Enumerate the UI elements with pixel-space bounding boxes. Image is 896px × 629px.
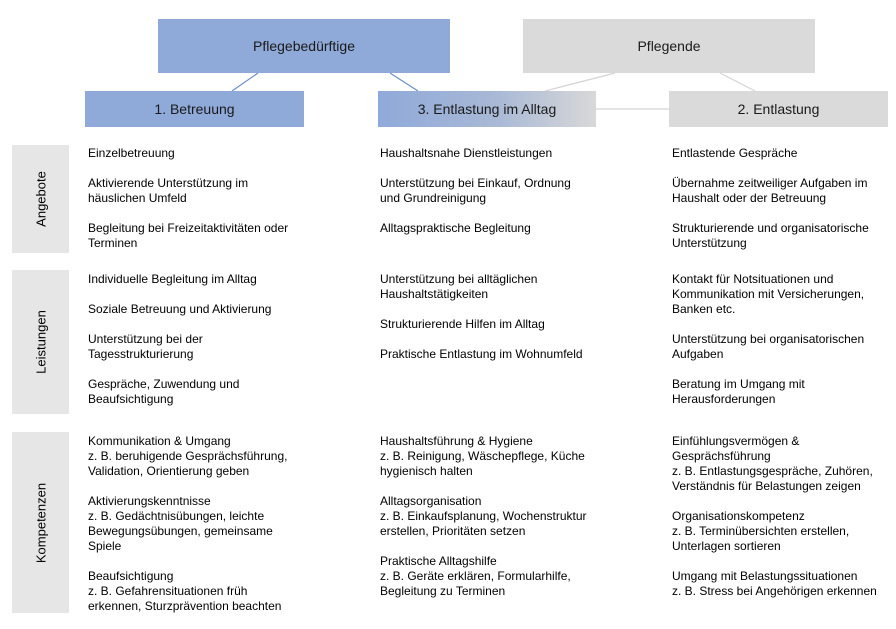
list-item: Alltagspraktische Begleitung: [380, 221, 531, 235]
cell-angebote-entlastung: [672, 146, 894, 266]
cell-kompetenzen-betreuung: [88, 434, 358, 629]
cell-leistungen-betreuung: [88, 272, 358, 422]
pflegende-box: [523, 19, 815, 73]
list-item: Haushaltsführung & Hygiene z. B. Reinigung, Wäschepflege, Küche hygienisch halten: [380, 434, 585, 478]
pflegebeduerftige-box: [158, 19, 450, 73]
list-item: Beratung im Umgang mit Herausforderungen: [672, 377, 805, 406]
cell-kompetenzen-entlastung: [672, 434, 894, 614]
list-item: Praktische Entlastung im Wohnumfeld: [380, 347, 583, 361]
list-item: Begleitung bei Freizeitaktivitäten oder Terminen: [88, 221, 289, 250]
list-item: Kommunikation & Umgang z. B. beruhigende Gesprächsführung, Validation, Orientierung geben: [88, 434, 288, 478]
cell-leistungen-entlastung: [672, 272, 894, 422]
connector-pflegende-entlastung: [720, 73, 755, 91]
list-item: Strukturierende und organisatorische Unterstützung: [672, 221, 869, 250]
list-item: Kontakt für Notsituationen und Kommunikation mit Versicherungen, Banken etc.: [672, 272, 865, 316]
connector-pflegebed-alltag: [390, 73, 418, 91]
list-item: Individuelle Begleitung im Alltag: [88, 272, 257, 286]
list-item: Alltagsorganisation z. B. Einkaufsplanung, Wochenstruktur erstellen, Prioritäten setzen: [380, 494, 587, 538]
cell-angebote-betreuung: [88, 146, 358, 266]
list-item: Übernahme zeitweiliger Aufgaben im Haushalt oder der Betreuung: [672, 176, 868, 205]
pflegende-label: Pflegende: [637, 38, 701, 54]
row-label-text: Kompetenzen: [33, 482, 48, 563]
list-item: Gespräche, Zuwendung und Beaufsichtigung: [88, 377, 240, 406]
list-item: Organisationskompetenz z. B. Terminübersichten erstellen, Unterlagen sortieren: [672, 509, 850, 553]
list-item: Aktivierungskenntnisse z. B. Gedächtnisübungen, leichte Bewegungsübungen, gemeinsame Spiele: [88, 494, 273, 553]
row-label-kompetenzen: [12, 432, 69, 613]
list-item: Entlastende Gespräche: [672, 146, 798, 160]
cell-leistungen-alltag: [380, 272, 650, 377]
list-item: Unterstützung bei der Tagesstrukturierung: [88, 332, 203, 361]
list-item: Unterstützung bei alltäglichen Haushaltstätigkeiten: [380, 272, 538, 301]
list-item: Aktivierende Unterstützung im häuslichen Umfeld: [88, 176, 249, 205]
list-item: Soziale Betreuung und Aktivierung: [88, 302, 272, 316]
cell-kompetenzen-alltag: [380, 434, 650, 614]
column-header-label: 2. Entlastung: [737, 101, 820, 117]
list-item: Einfühlungsvermögen & Gesprächsführung z. B. Entlastungsgespräche, Zuhören, Verständnis für Belastungen zeigen: [672, 434, 873, 493]
pflegebeduerftige-label: Pflegebedürftige: [253, 38, 355, 54]
list-item: Unterstützung bei Einkauf, Ordnung und Grundreinigung: [380, 176, 571, 205]
column-header-label: 1. Betreuung: [154, 101, 235, 117]
cell-angebote-alltag: [380, 146, 650, 251]
column-header-betreuung: [85, 91, 304, 127]
connector-pflegebed-betreuung: [232, 73, 258, 91]
list-item: Beaufsichtigung z. B. Gefahrensituationen früh erkennen, Sturzprävention beachten: [88, 569, 282, 613]
row-label-angebote: [12, 145, 69, 253]
row-label-text: Leistungen: [33, 310, 48, 374]
list-item: Unterstützung bei organisatorischen Aufgaben: [672, 332, 865, 361]
list-item: Strukturierende Hilfen im Alltag: [380, 317, 545, 331]
row-label-text: Angebote: [33, 171, 48, 227]
connector-pflegende-alltag: [545, 73, 615, 91]
list-item: Einzelbetreuung: [88, 146, 175, 160]
list-item: Praktische Alltagshilfe z. B. Geräte erklären, Formularhilfe, Begleitung zu Terminen: [380, 554, 571, 598]
column-header-entlastung: [669, 91, 888, 127]
list-item: Haushaltsnahe Dienstleistungen: [380, 146, 553, 160]
row-label-leistungen: [12, 270, 69, 414]
column-header-label: 3. Entlastung im Alltag: [417, 101, 557, 117]
column-header-entlastung-alltag: [378, 91, 596, 127]
list-item: Umgang mit Belastungssituationen z. B. Stress bei Angehörigen erkennen: [672, 569, 877, 598]
